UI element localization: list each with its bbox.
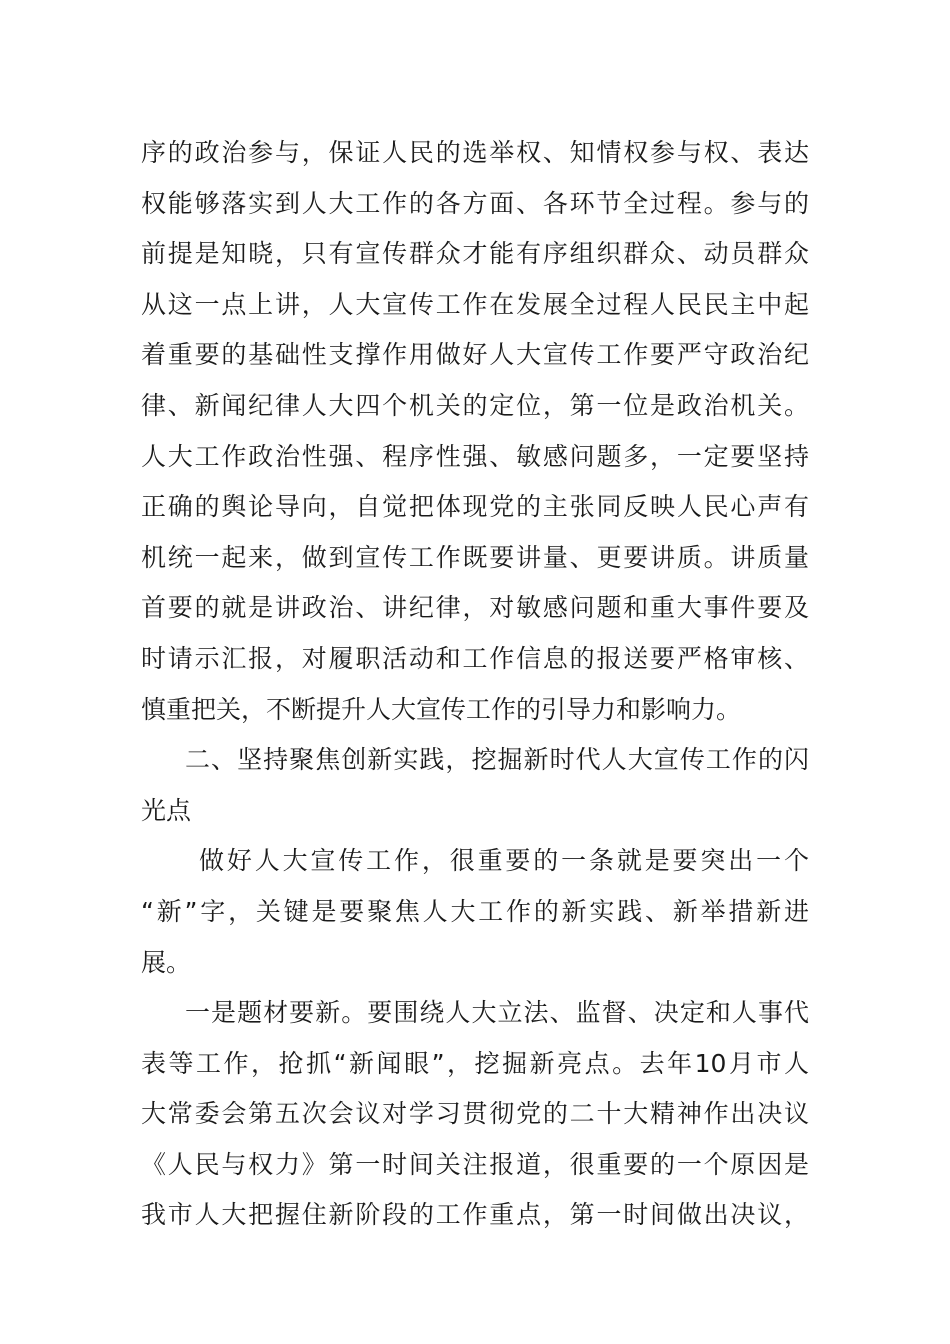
text-line: 时请示汇报，对履职活动和工作信息的报送要严格审核、 [141,643,809,673]
text-line: 序的政治参与，保证人民的选举权、知情权参与权、表达 [141,138,809,167]
text-line: 着重要的基础性支撑作用做好人大宣传工作要严守政治纪 [141,340,809,370]
text-line: 前提是知晓，只有宣传群众才能有序组织群众、动员群众 [141,239,809,269]
text-line: 表等工作，抢抓“新闻眼”，挖掘新亮点。去年10月市人 [141,1048,809,1078]
text-line: 慎重把关，不断提升人大宣传工作的引导力和影响力。 [141,694,742,724]
text-line: 做好人大宣传工作，很重要的一条就是要突出一个 [199,846,809,876]
text-line: 从这一点上讲，人大宣传工作在发展全过程人民民主中起 [141,289,809,319]
text-line: 权能够落实到人大工作的各方面、各环节全过程。参与的 [141,188,809,218]
section-heading-cont: 光点 [141,795,192,825]
text-line: 人大工作政治性强、程序性强、敏感问题多，一定要坚持 [141,441,809,471]
section-heading: 二、坚持聚焦创新实践，挖掘新时代人大宣传工作的闪 [185,745,809,775]
body-text [141,128,809,1241]
text-line: 律、新闻纪律人大四个机关的定位，第一位是政治机关。 [141,390,809,420]
text-line: 首要的就是讲政治、讲纪律，对敏感问题和重大事件要及 [141,593,809,623]
text-line: 大常委会第五次会议对学习贯彻党的二十大精神作出决议 [141,1099,809,1129]
text-line: 《人民与权力》第一时间关注报道，很重要的一个原因是 [141,1149,809,1179]
text-line: 展。 [141,947,192,977]
text-line: 一是题材要新。要围绕人大立法、监督、决定和人事代 [185,998,809,1028]
text-line: 机统一起来，做到宣传工作既要讲量、更要讲质。讲质量 [141,542,809,572]
text-line: 我市人大把握住新阶段的工作重点，第一时间做出决议， [141,1200,809,1230]
text-line: 正确的舆论导向，自觉把体现党的主张同反映人民心声有 [141,492,809,522]
text-line: “新”字，关键是要聚焦人大工作的新实践、新举措新进 [141,896,809,926]
